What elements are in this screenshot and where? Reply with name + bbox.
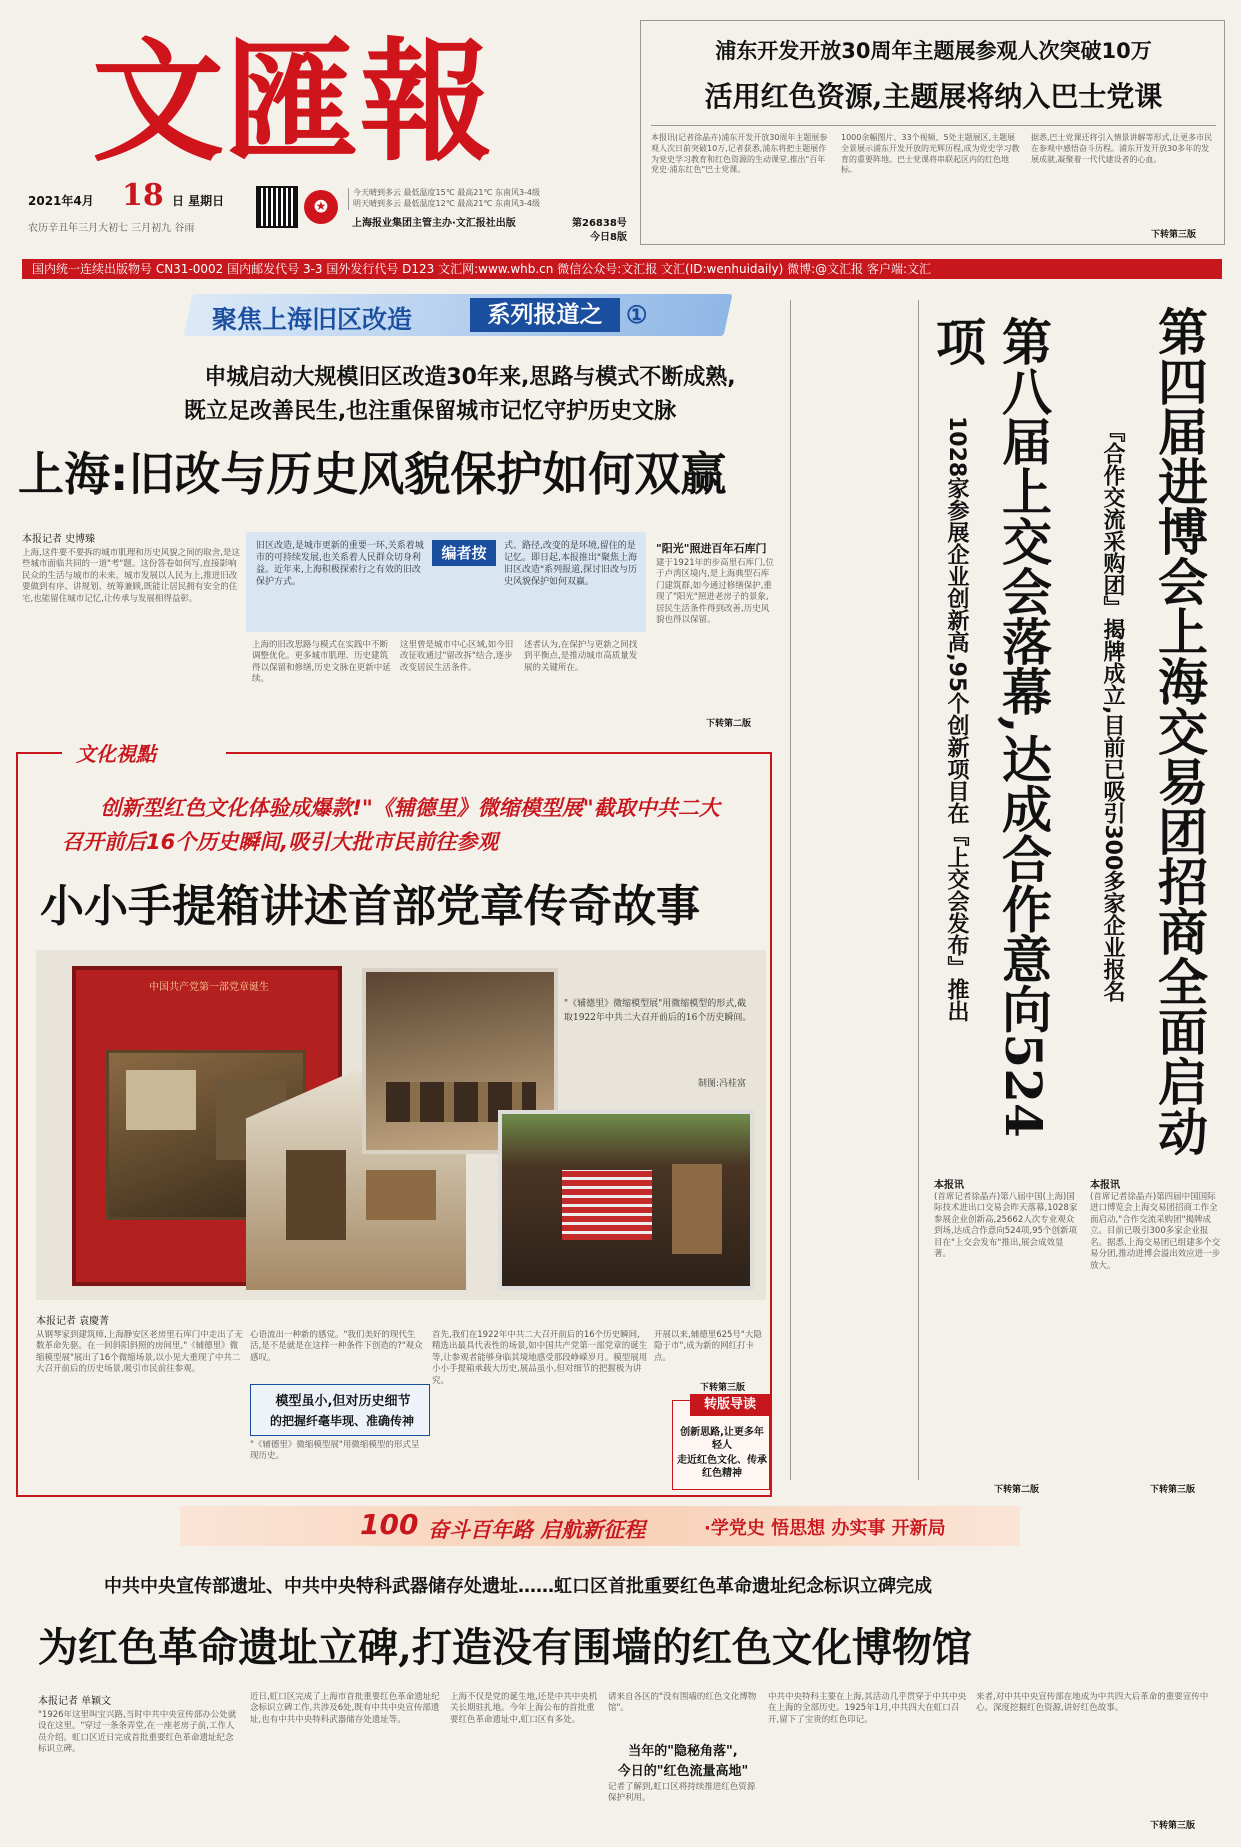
lead-headline: 上海:旧改与历史风貌保护如何双赢 <box>18 447 727 501</box>
guide-line-1: 创新思路,让更多年轻人 <box>680 1427 764 1451</box>
photo-credit: 制图:冯桂富 <box>697 1079 746 1089</box>
publication-info-bar: 国内统一连续出版物号 CN31-0002 国内邮发代号 3-3 国外发行代号 D123 文汇网:www.whb.cn 微信公众号:文汇报 文汇(ID:wenhuidaily) 微博:@文汇报 客户端:文汇 <box>22 259 1222 279</box>
bottom-pull-1: 当年的"隐秘角落", <box>628 1744 738 1759</box>
tech-fair-byline: 本报讯 <box>934 1180 964 1191</box>
issue-number: 第26838号 <box>572 218 627 229</box>
expo-jump: 下转第三版 <box>1150 1485 1196 1495</box>
model-panel-label: 中国共产党第一部党章诞生 <box>149 982 269 993</box>
pull-quote-1: 模型虽小,但对历史细节 <box>275 1394 411 1409</box>
photo-caption: "《辅德里》微缩模型展"用微缩模型的形式,截取1922年中共二大召开前后的16个历史瞬间。 <box>564 999 752 1023</box>
culture-section-label: 文化視點 <box>62 738 226 766</box>
guide-label: 转版导读 <box>690 1394 770 1416</box>
pull-quote-2: 的把握纤毫毕现、准确传神 <box>269 1414 414 1428</box>
expo-byline: 本报讯 <box>1090 1180 1120 1191</box>
lead-deck-1: 申城启动大规模旧区改造30年来,思路与模式不断成熟, <box>204 365 736 390</box>
culture-deck-1: 创新型红色文化体验成爆款!"《辅德里》微缩模型展"截取中共二大 <box>100 796 720 820</box>
series-banner-left: 聚焦上海旧区改造 <box>212 305 413 334</box>
lead-deck-2: 既立足改善民生,也注重保留城市记忆守护历史文脉 <box>183 399 677 424</box>
lead-jump: 下转第二版 <box>706 719 752 729</box>
top-story-box: 浦东开发开放30周年主题展参观人次突破10万 活用红色资源,主题展将纳入巴士党课 本报讯(记者徐晶卉)浦东开发开放30周年主题展参观人次日前突破10万,记者获悉,浦东将把主题展作为党史学习教育和红色资源的生动课堂,推出"百年党史·浦东红色"巴士党课。 1000余幅图片、33个视频、5处主题展区,主题展全景展示浦东开发开放的光辉历程,成为党史学习教育的重要阵地。巴士党课将串联起区内的红色地标。 据悉,巴士党课还将引入情景讲解等形式,让更多市民在参观中感悟奋斗历程。浦东开发开放30多年的发展成就,凝聚着一代代建设者的心血。 下转第三版 <box>640 20 1225 245</box>
masthead-title: 文匯報 <box>92 25 494 180</box>
culture-deck-2: 召开前后16个历史瞬间,吸引大批市民前往参观 <box>62 830 499 854</box>
centenary-number: 100 <box>360 1508 419 1541</box>
bottom-headline: 为红色革命遗址立碑,打造没有围墙的红色文化博物馆 <box>38 1624 972 1671</box>
page-count: 今日8版 <box>590 232 627 243</box>
centenary-text-2: ·学党史 悟思想 办实事 开新局 <box>704 1518 946 1539</box>
culture-byline: 本报记者 袁慶菁 <box>36 1316 110 1327</box>
lead-sidebar-title: "阳光"照进百年石库门 <box>656 542 767 555</box>
guide-line-2: 走近红色文化、传承红色精神 <box>677 1455 767 1479</box>
date-weekday: 日 星期日 <box>172 194 225 208</box>
bottom-pull-2: 今日的"红色流量高地" <box>617 1764 749 1779</box>
top-story-headline: 活用红色资源,主题展将纳入巴士党课 <box>704 80 1163 113</box>
date-day: 18 <box>122 178 164 213</box>
photo-collage <box>36 950 766 1300</box>
newspaper-front-page: 文匯報 2021年4月 18 日 星期日 农历辛丑年三月大初七 三月初九 谷雨 ✪ 今天晴到多云 最低温度15℃ 最高21℃ 东南风3-4级 明天晴到多云 最低温度12℃ 最高21℃ 东南风3-4级 上海报业集团主管主办·文汇报社出版 第26838号 今日8版 国内统一连续出版物号 CN31-0002 国内邮发代号 3-3 国外发行代号 D123 文汇网:www.whb.cn 微信公众号:文汇报 文汇(ID:wenhuidaily) 微博:@文汇报 客户端:文汇 浦东开发开放30周年主题展参观人次突破10万 活用红色资源,主题展将纳入巴士党课 本报讯(记者徐晶卉)浦东开发开放30周年主题展参观人次日前突破10万,记者获悉,浦东将把主题展作为党史学习教育和红色资源的生动课堂,推出"百年党史·浦东红色"巴士党课。 1000余幅图片、33个视频、5处主题展区,主题展全景展示浦东开发开放的光辉历程,成为党史学习教育的重要阵地。巴士党课将串联起区内的红色地标。 据悉,巴士党课还将引入情景讲解等形式,让更多市民在参观中感悟奋斗历程。浦东开发开放30多年的发展成就,凝聚着一代代建设者的心血。 下转第三版 聚焦上海旧区改造 系列报道之 ① 申城启动大规模旧区改造30年来,思路与模式不断成熟, 既立足改善民生,也注重保留城市记忆守护历史文脉 上海:旧改与历史风貌保护如何双赢 本报记者 史博臻 上海,这件要不要拆的城市肌理和历史风貌之间的取舍,是这些城市面临共同的一道"考"题。这份答卷如何写,直接影响民众的生活与城市的未来。城市发展以人民为上,推进旧改要做到有序、讲规划、统筹兼顾,既能让居民拥有安全的住宅,也能留住城市记忆,让传承与发展相得益彰。 编者按 旧区改造,是城市更新的重要一环,关系着城市的可持续发展,也关系着人民群众切身利益。近年来,上海积极探索行之有效的旧改保护方式。 式、路径,改变的是环境,留住的是记忆。即日起,本报推出"聚焦上海旧区改造"系列报道,探讨旧改与历史风貌保护如何双赢。 上海的旧改思路与模式在实践中不断调整优化。更多城市肌理、历史建筑得以保留和修缮,历史文脉在更新中延续。 这里曾是城市中心区域,如今旧改征收通过"留改拆"结合,逐步改变居民生活条件。 述者认为,在保护与更新之间找到平衡点,是推动城市高质量发展的关键所在。 "阳光"照进百年石库门 建于1921年的步高里石库门,位于卢湾区境内,是上海典型石库门建筑群,如今通过修缮保护,重现了"阳光"照进老房子的景象,居民生活条件得到改善,历史风貌也得以保留。 下转第二版 文化視點 创新型红色文化体验成爆款!"《辅德里》微缩模型展"截取中共二大 召开前后16个历史瞬间,吸引大批市民前往参观 小小手提箱讲述首部党章传奇故事 中国共产党第一部党章诞生 "《辅德里》微缩模型展"用微缩模型的形式,截取1922年中共二大召开前后的16个历史瞬间。 制图:冯桂富 本报记者 袁慶菁 从钢琴家到建筑师,上海静安区老房里石库门中走出了无数革命先驱。在一间斜阳斜照的房间里,"《辅德里》微缩模型展"展出了16个微缩场景,以小见大重现了中共二大召开前后的历史场景,吸引市民前往参观。 心语流出一种新的感觉。"我们美好的现代生活,是不是就是在这样一种条件下创造的?"观众感叹。 模型虽小,但对历史细节 的把握纤毫毕现、准确传神 "《辅德里》微缩模型展"用微缩模型的形式呈现历史。 首先,我们在1922年中共二大召开前后的16个历史瞬间,精选出最具代表性的场景,如中国共产党第一部党章的诞生等,让参观者能够身临其境地感受那段峥嵘岁月。模型展用小小手提箱承载大历史,展品虽小,但对细节的把握极为讲究。 开展以来,辅德里625号"大隐隐于市",成为新的网红打卡点。 下转第三版 转版导读 创新思路,让更多年轻人 走近红色文化、传承红色精神 第四届进博会上海交易团招商全面启动 『合作交流采购团』揭牌成立,目前已吸引300多家企业报名 本报讯 (首席记者徐晶卉)第四届中国国际进口博览会上海交易团招商工作全面启动,"合作交流采购团"揭牌成立。目前已吸引300多家企业报名。据悉,上海交易团已组建多个交易分团,推动进博会溢出效应进一步放大。 下转第三版 第八届上交会落幕,达成合作意向524项 1028家参展企业创新高,95个创新项目在『上交会发布』推出 本报讯 (首席记者徐晶卉)第八届中国(上海)国际技术进出口交易会昨天落幕,1028家参展企业创新高,25662人次专业观众到场,达成合作意向524项,95个创新项目在"上交会发布"推出,展会成效显著。 下转第二版 100 奋斗百年路 启航新征程 ·学党史 悟思想 办实事 开新局 中共中央宣传部遗址、中共中央特科武器储存处遗址……虹口区首批重要红色革命遗址纪念标识立碑完成 为红色革命遗址立碑,打造没有围墙的红色文化博物馆 本报记者 单颖文 "1926年这里叫宝兴路,当时中共中央宣传部办公处就设在这里。"穿过一条条弄堂,在一座老房子前,工作人员介绍。虹口区近日完成首批重要红色革命遗址纪念标识立碑。 近日,虹口区完成了上海市首批重要红色革命遗址纪念标识立碑工作,共涉及6处,既有中共中央宣传部遗址,也有中共中央特科武器储存处遗址等。 上海不仅是党的诞生地,还是中共中央机关长期驻扎地。今年上海公布的首批重要红色革命遗址中,虹口区有多处。 请来自各区的"没有围墙的红色文化博物馆"。 当年的"隐秘角落", 今日的"红色流量高地" 记者了解到,虹口区将持续推进红色资源保护利用。 中共中央特科主要在上海,其活动几乎贯穿于中共中央在上海的全部历史。1925年1月,中共四大在虹口召开,留下了宝贵的红色印记。 来者,对中共中央宣传部在地成为中共四大后革命的重要宣传中心。深度挖掘红色资源,讲好红色故事。 下转第三版 <box>0 0 1241 1847</box>
bottom-kicker: 中共中央宣传部遗址、中共中央特科武器储存处遗址……虹口区首批重要红色革命遗址纪念标识立碑完成 <box>104 1576 932 1597</box>
publisher: 上海报业集团主管主办·文汇报社出版 <box>352 218 516 229</box>
tech-fair-subtitle: 1028家参展企业创新高,95个创新项目在『上交会发布』推出 <box>944 416 969 1023</box>
qr-code-icon <box>256 186 298 228</box>
culture-jump: 下转第三版 <box>700 1383 746 1393</box>
tech-fair-headline: 第八届上交会落幕,达成合作意向524项 <box>928 316 1053 1138</box>
top-story-kicker: 浦东开发开放30周年主题展参观人次突破10万 <box>715 39 1152 63</box>
expo-headline: 第四届进博会上海交易团招商全面启动 <box>1150 306 1209 1156</box>
lead-byline: 本报记者 史博臻 <box>22 534 96 545</box>
bottom-byline: 本报记者 单颖文 <box>38 1696 112 1707</box>
series-number: ① <box>626 300 648 329</box>
expo-subtitle: 『合作交流采购团』揭牌成立,目前已吸引300多家企业报名 <box>1100 420 1125 1003</box>
bottom-jump: 下转第三版 <box>1150 1821 1196 1831</box>
whb-red-seal-icon: ✪ <box>304 190 338 224</box>
tech-fair-jump: 下转第二版 <box>994 1485 1040 1495</box>
series-banner-right: 系列报道之 <box>470 298 620 332</box>
date-year-month: 2021年4月 <box>28 194 94 208</box>
editor-note-label: 编者按 <box>432 540 496 566</box>
model-shop-photo <box>498 1110 754 1290</box>
centenary-text-1: 奋斗百年路 启航新征程 <box>428 1518 646 1542</box>
top-story-jump: 下转第三版 <box>1151 230 1197 240</box>
culture-headline: 小小手提箱讲述首部党章传奇故事 <box>40 881 700 932</box>
lunar-date: 农历辛丑年三月大初七 三月初九 谷雨 <box>28 223 195 234</box>
